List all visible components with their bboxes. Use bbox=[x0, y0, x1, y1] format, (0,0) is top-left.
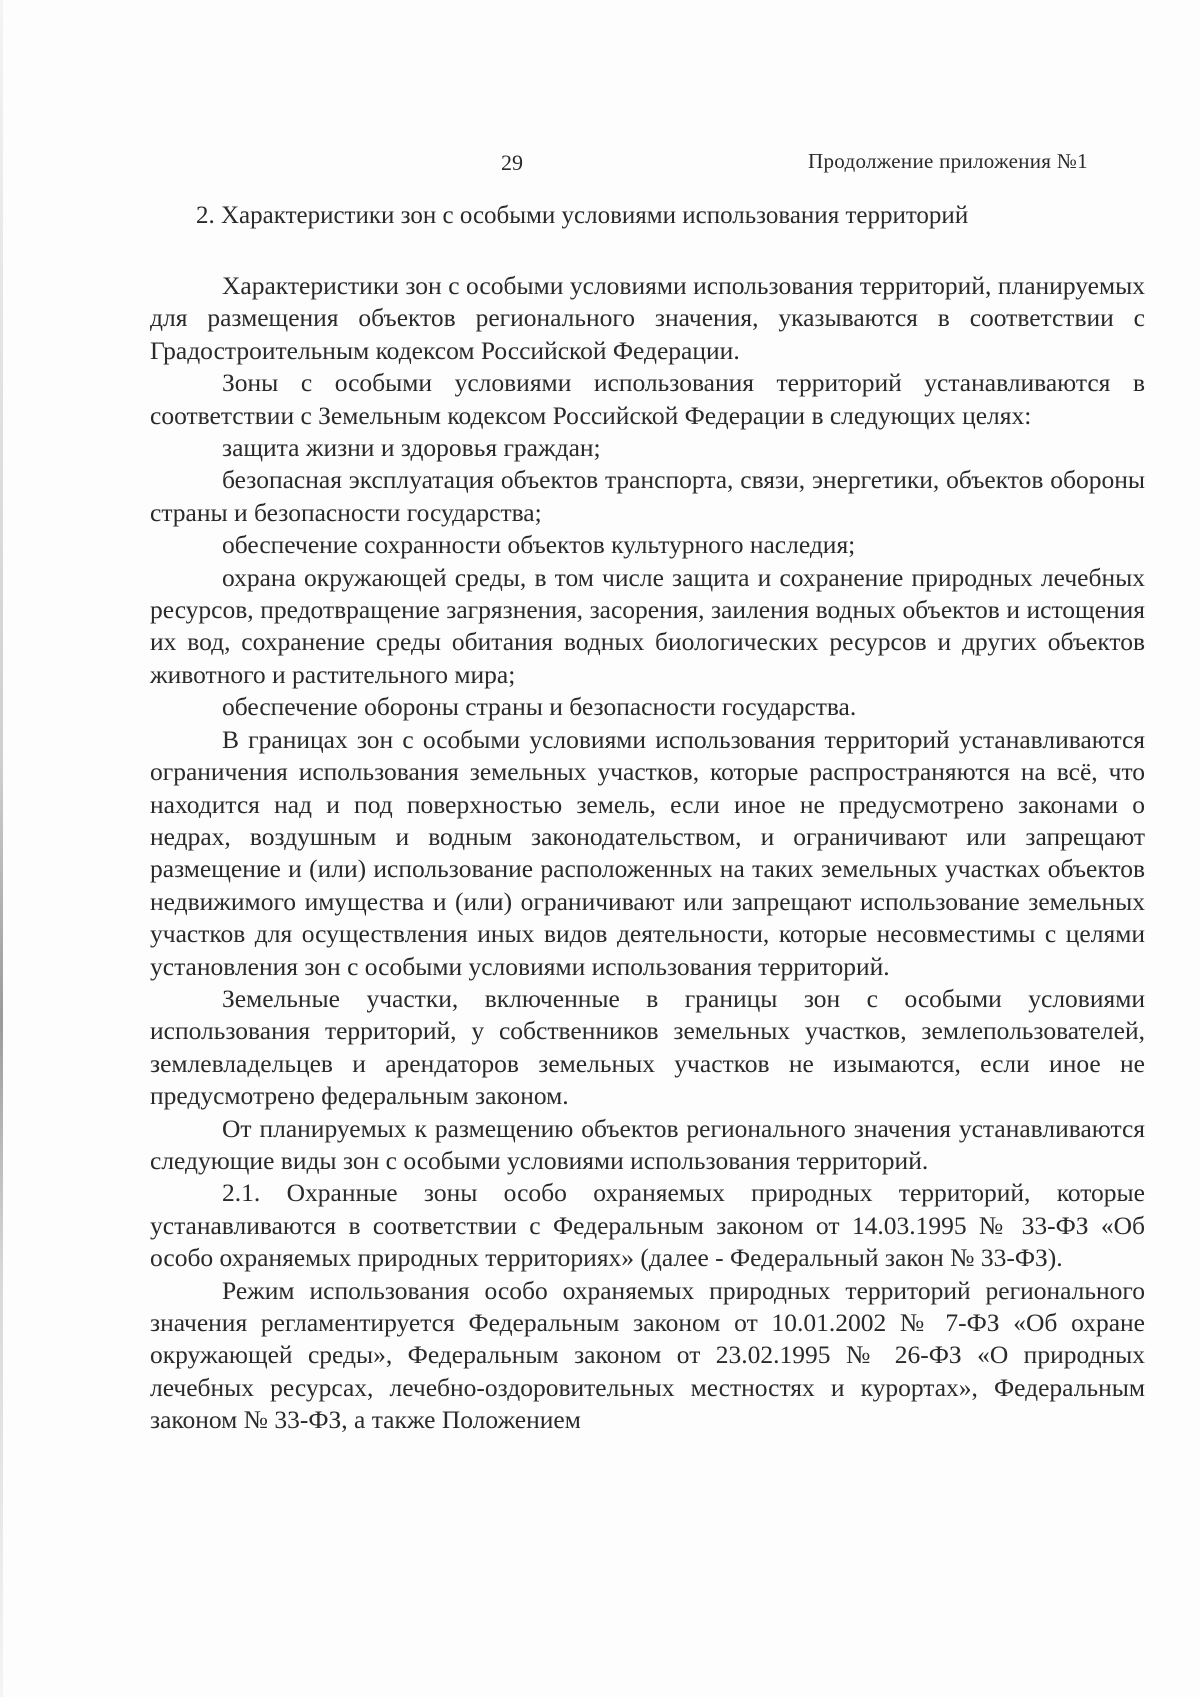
running-header: Продолжение приложения №1 bbox=[808, 149, 1088, 173]
paragraph: 2.1. Охранные зоны особо охраняемых природных территорий, которые устанавливаются в соответствии с Федеральным законом от 14.03.1995 № 33-ФЗ «Об особо охраняемых природных территориях» (далее - Федеральный закон № 33-ФЗ). bbox=[150, 1178, 1145, 1273]
page-number: 29 bbox=[501, 150, 523, 175]
paragraph: Характеристики зон с особыми условиями использования территорий, планируемых для размещения объектов регионального значения, указываются в соответствии с Градостроительным кодексом Российской Федерации. bbox=[150, 271, 1145, 365]
list-item: обеспечение сохранности объектов культурного наследия; bbox=[222, 530, 856, 560]
paragraph: Режим использования особо охраняемых природных территорий регионального значения регламентируется Федеральным законом от 10.01.2002 № 7-ФЗ «Об охране окружающей среды», Федеральным законом от 23.02.1995 № 26-ФЗ «О природных лечебных ресурсах, лечебно-оздоровительных местностях и курортах», Федеральным законом № 33-ФЗ, а также Положением bbox=[150, 1275, 1145, 1435]
list-item: обеспечение обороны страны и безопасности государства. bbox=[222, 692, 857, 722]
section-heading: 2. Характеристики зон с особыми условиями использования территорий bbox=[196, 202, 969, 229]
list-item: охрана окружающей среды, в том числе защита и сохранение природных лечебных ресурсов, предотвращение загрязнения, засорения, заиления водных объектов и истощения их вод, сохранение среды обитания водных биологических ресурсов и других объектов животного и растительного мира; bbox=[150, 562, 1145, 689]
paragraph: Зоны с особыми условиями использования территорий устанавливаются в соответствии с Земельным кодексом Российской Федерации в следующих целях: bbox=[150, 368, 1145, 430]
list-item: защита жизни и здоровья граждан; bbox=[222, 433, 601, 463]
list-item: безопасная эксплуатация объектов транспорта, связи, энергетики, объектов обороны страны и безопасности государства; bbox=[150, 465, 1145, 527]
paragraph: В границах зон с особыми условиями использования территорий устанавливаются ограничения использования земельных участков, которые распространяются на всё, что находится над и под поверхностью земель, если иное не предусмотрено законами о недрах, воздушным и водным законодательством, и ограничивают или запрещают размещение и (или) использование расположенных на таких земельных участках объектов недвижимого имущества и (или) ограничивают или запрещают использование земельных участков для осуществления иных видов деятельности, которые несовместимы с целями установления зон с особыми условиями использования территорий. bbox=[150, 724, 1145, 981]
paragraph: Земельные участки, включенные в границы зон с особыми условиями использования территорий, у собственников земельных участков, землепользователей, землевладельцев и арендаторов земельных участков не изымаются, если иное не предусмотрено федеральным законом. bbox=[150, 983, 1145, 1111]
scan-binding-edge bbox=[0, 0, 3, 1697]
paragraph: От планируемых к размещению объектов регионального значения устанавливаются следующие виды зон с особыми условиями использования территорий. bbox=[150, 1113, 1145, 1175]
body-text bbox=[150, 270, 1145, 1437]
